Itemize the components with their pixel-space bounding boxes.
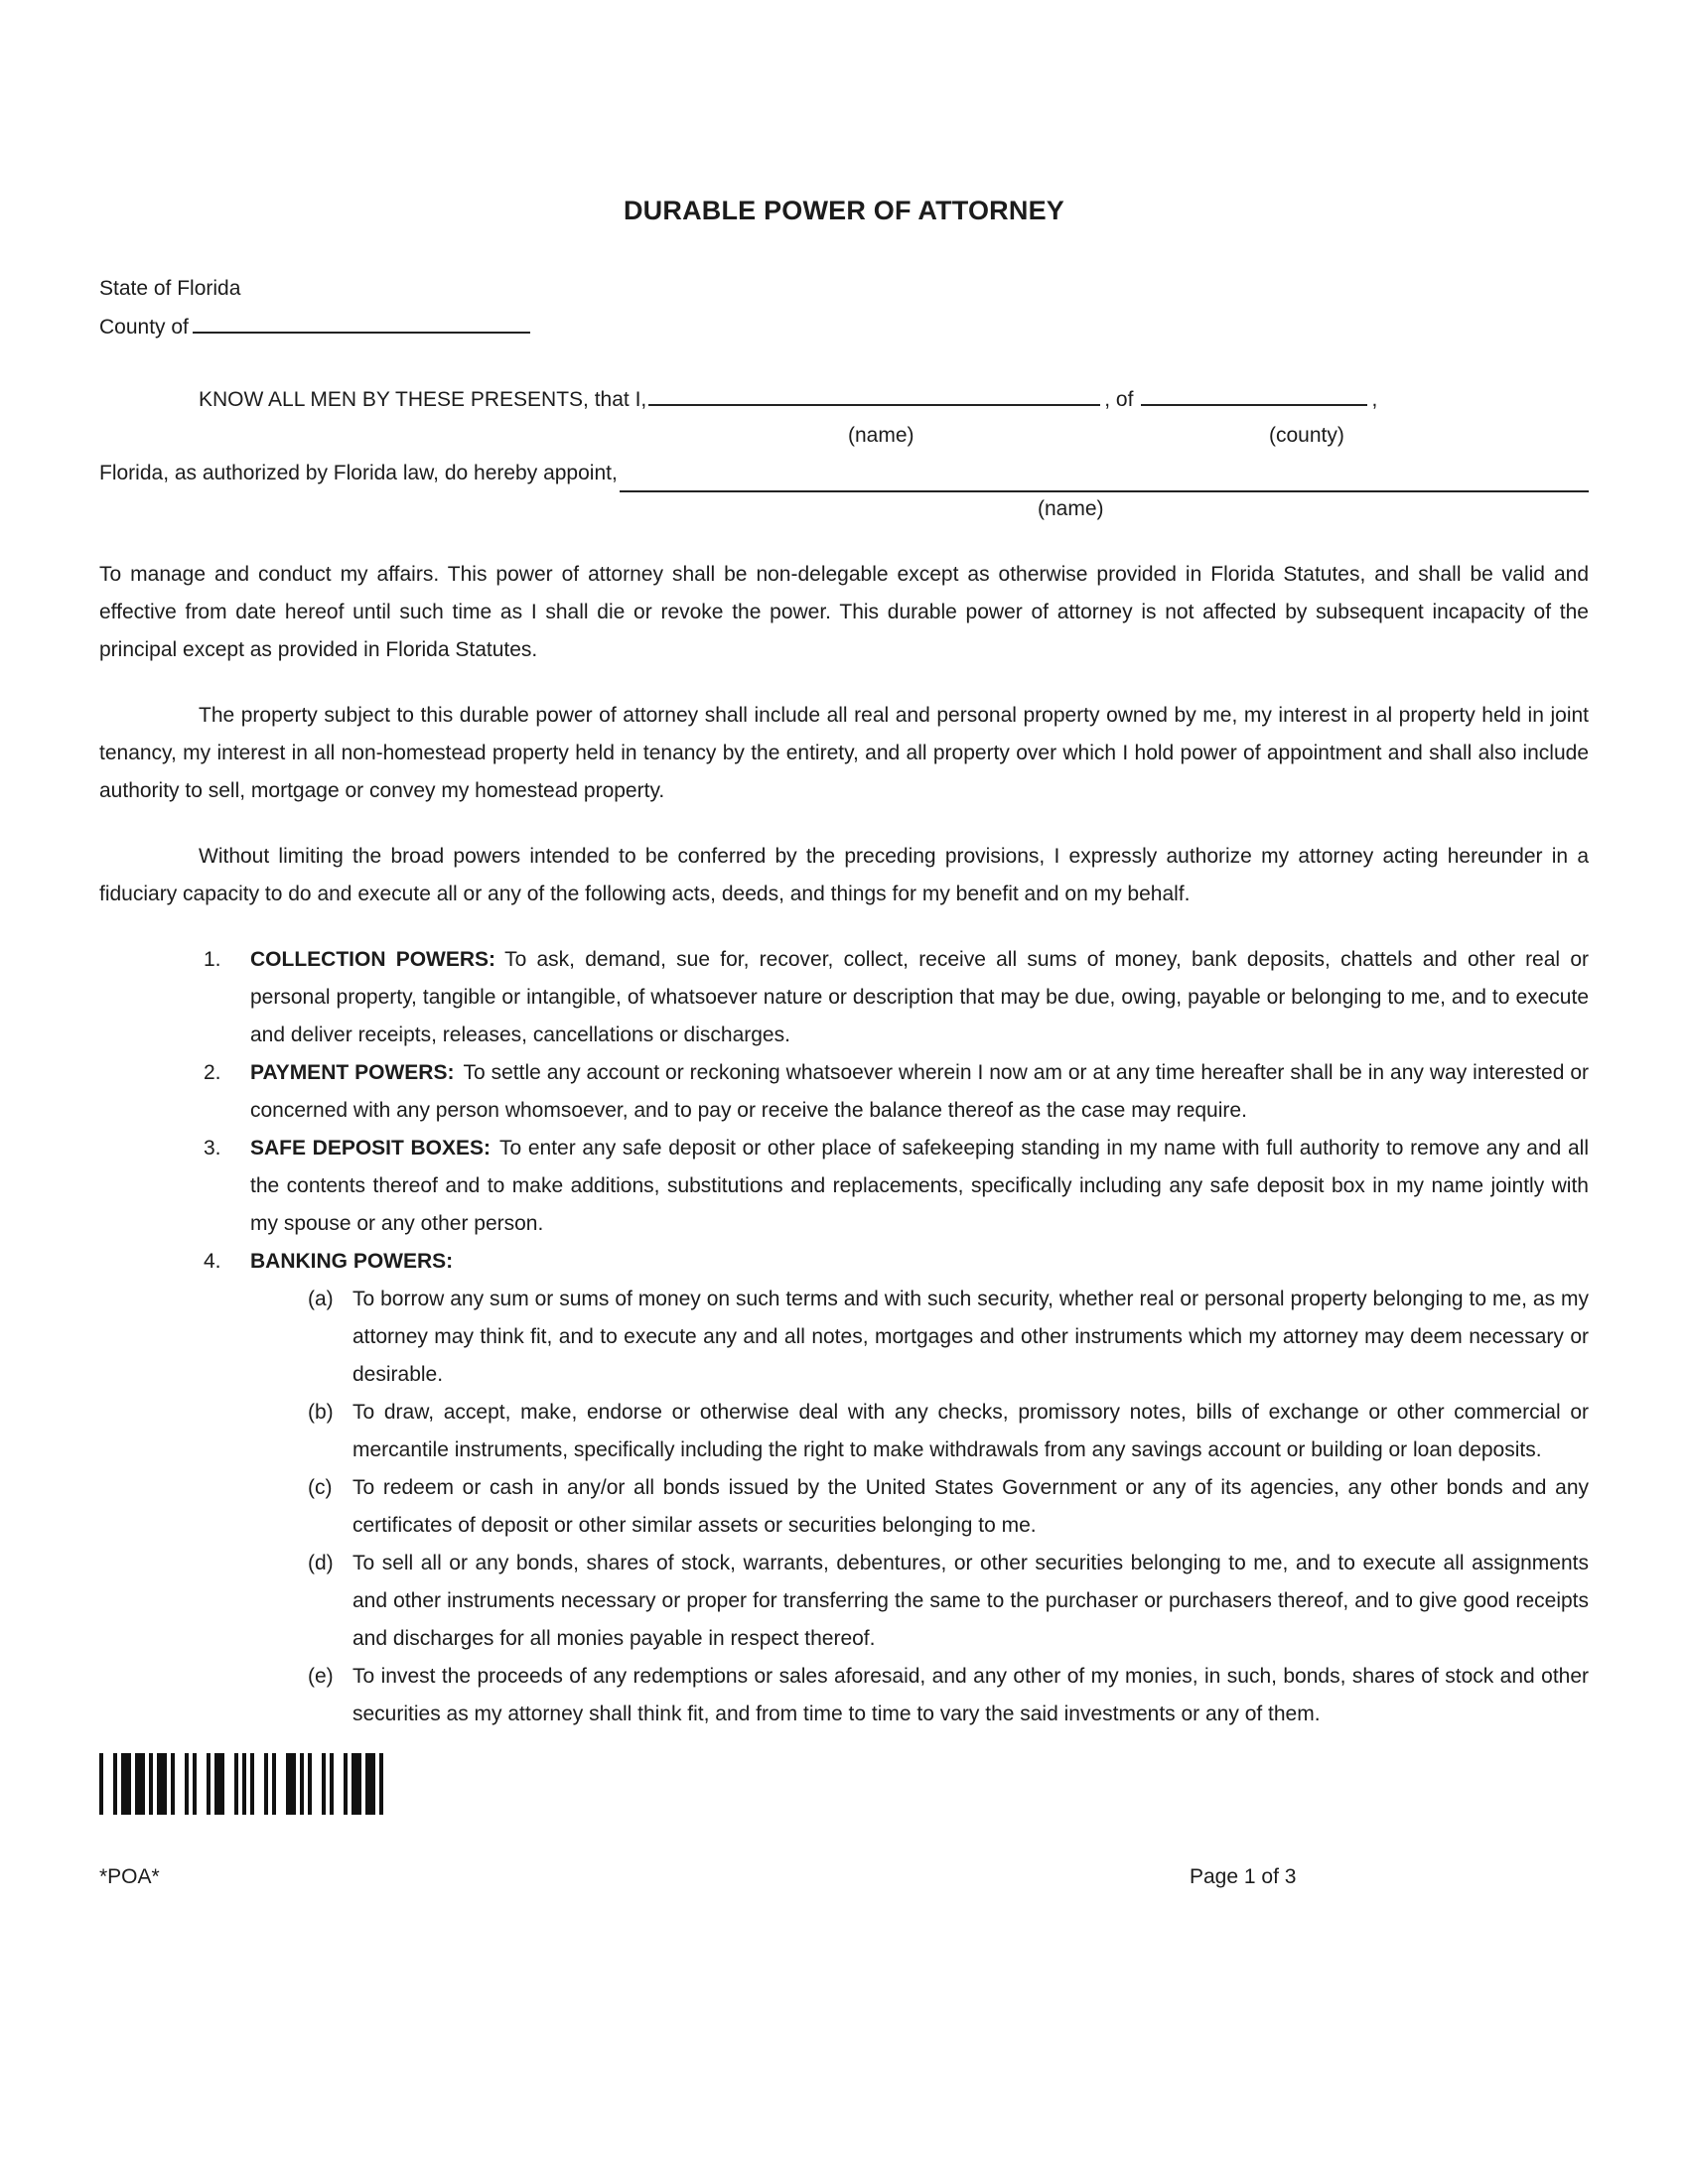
list-item-text: To enter any safe deposit or other place of safekeeping standing in my name with full authority to remove any and all the contents thereof and to make additions, substitutions and replacements, specifically including any safe deposit box in my name jointly with my spouse or any other person. [250, 1137, 1589, 1235]
list-item-body [250, 941, 1589, 1054]
list-item-text: To settle any account or reckoning whatsoever wherein I now am or at any time hereafter shall be in any way interested or concerned with any person whomsoever, and to pay or receive the balance thereof as the case may require. [250, 1061, 1589, 1122]
list-item-banking-powers [99, 1243, 1589, 1281]
list-item-text: To ask, demand, sue for, recover, collect, receive all sums of money, bank deposits, chattels and other real or personal property, tangible or intangible, of whatsoever nature or description that may be due, owing, payable or belonging to me, and to execute and deliver receipts, releases, cancellations or discharges. [250, 948, 1589, 1046]
list-item-body [250, 1243, 1589, 1281]
barcode-text: *POA* [99, 1865, 160, 1888]
caption-row-2 [99, 492, 1589, 528]
county-name-blank [1141, 380, 1367, 406]
paragraph-manage-affairs: To manage and conduct my affairs. This power of attorney shall be non-delegable except as otherwise provided in Florida Statutes, and shall be valid and effective from date hereof until such time as I shall die or revoke the power. This durable power of attorney is not affected by subsequent incapacity of the principal except as provided in Florida Statutes. [99, 563, 1589, 661]
paragraph-property-subject: The property subject to this durable power of attorney shall include all real and personal property owned by me, my interest in al property held in joint tenancy, my interest in all non-homestead property held in tenancy by the entirety, and all property over which I hold power of appointment and shall also include authority to sell, mortgage or convey my homestead property. [99, 704, 1589, 802]
name-caption: (name) [848, 424, 914, 447]
list-item-collection-powers [99, 941, 1589, 1054]
sublist-item-invest-proceeds [99, 1658, 1589, 1733]
powers-list [99, 941, 1589, 1733]
appoint-line [99, 455, 1589, 492]
list-item-body [250, 1130, 1589, 1243]
sublist-item-text: To invest the proceeds of any redemptions or sales aforesaid, and any other of my monies, in such, bonds, shares of stock and other securities as my attorney shall think fit, and from time to time to vary the said investments or any of them. [352, 1665, 1589, 1725]
sublist-item-redeem-bonds [99, 1469, 1589, 1545]
sublist-item-text: To redeem or cash in any/or all bonds issued by the United States Government or any of its agencies, any other bonds and any certificates of deposit or other similar assets or securities belonging to me. [352, 1476, 1589, 1537]
poa-barcode [99, 1753, 377, 1815]
list-item-number: 2. [204, 1061, 221, 1084]
list-item-label: COLLECTION POWERS: [250, 948, 496, 971]
sublist-item-letter: (a) [308, 1288, 334, 1310]
appoint-prefix: Florida, as authorized by Florida law, do hereby appoint, [99, 462, 618, 484]
sublist-item-text: To sell all or any bonds, shares of stock, warrants, debentures, or other securities belonging to me, and to execute all assignments and other instruments necessary or proper for transferring the same to the purchaser or purchasers thereof, and to give good receipts and discharges for all monies payable in respect thereof. [352, 1552, 1589, 1650]
county-caption: (county) [1269, 424, 1344, 447]
trailing-comma: , [1371, 388, 1378, 411]
page-title: DURABLE POWER OF ATTORNEY [623, 196, 1064, 225]
county-line [99, 308, 1589, 346]
paragraph-without-limiting: Without limiting the broad powers intended to be conferred by the preceding provisions, I expressly authorize my attorney acting hereunder in a fiduciary capacity to do and execute all or any of the following acts, deeds, and things for my benefit and on my behalf. [99, 845, 1589, 905]
list-item-label: PAYMENT POWERS: [250, 1061, 455, 1084]
know-prefix: KNOW ALL MEN BY THESE PRESENTS, that I, [199, 388, 647, 411]
sublist-item-letter: (d) [308, 1552, 334, 1574]
list-item-number: 1. [204, 948, 221, 971]
state-line: State of Florida [99, 277, 241, 300]
principal-name-blank [648, 380, 1100, 406]
list-item-number: 4. [204, 1250, 221, 1273]
caption-row-1 [99, 419, 1589, 455]
list-item-number: 3. [204, 1137, 221, 1160]
list-item-label: BANKING POWERS: [250, 1250, 454, 1273]
of-connector: , of [1104, 388, 1134, 411]
declaration-line [99, 380, 1589, 419]
sublist-item-letter: (e) [308, 1665, 334, 1688]
list-item-body [250, 1054, 1589, 1130]
appoint-name-caption: (name) [1038, 497, 1104, 520]
list-item-safe-deposit-boxes [99, 1130, 1589, 1243]
list-item-payment-powers [99, 1054, 1589, 1130]
sublist-item-sell-securities [99, 1545, 1589, 1658]
attorney-name-blank [620, 461, 1589, 492]
county-blank [193, 308, 530, 334]
page-number: Page 1 of 3 [1190, 1865, 1297, 1888]
sublist-item-letter: (b) [308, 1401, 334, 1424]
list-item-label: SAFE DEPOSIT BOXES: [250, 1137, 492, 1160]
county-label: County of [99, 316, 189, 339]
sublist-item-text: To borrow any sum or sums of money on such terms and with such security, whether real or personal property belonging to me, as my attorney may think fit, and to execute any and all notes, mortgages and other instruments which my attorney may deem necessary or desirable. [352, 1288, 1589, 1386]
sublist-item-letter: (c) [308, 1476, 333, 1499]
sublist-item-draw-accept [99, 1394, 1589, 1469]
sublist-item-text: To draw, accept, make, endorse or otherwise deal with any checks, promissory notes, bills of exchange or other commercial or mercantile instruments, specifically including the right to make withdrawals from any savings account or building or loan deposits. [352, 1401, 1589, 1461]
sublist-item-borrow [99, 1281, 1589, 1394]
page-footer [99, 1862, 1589, 1894]
